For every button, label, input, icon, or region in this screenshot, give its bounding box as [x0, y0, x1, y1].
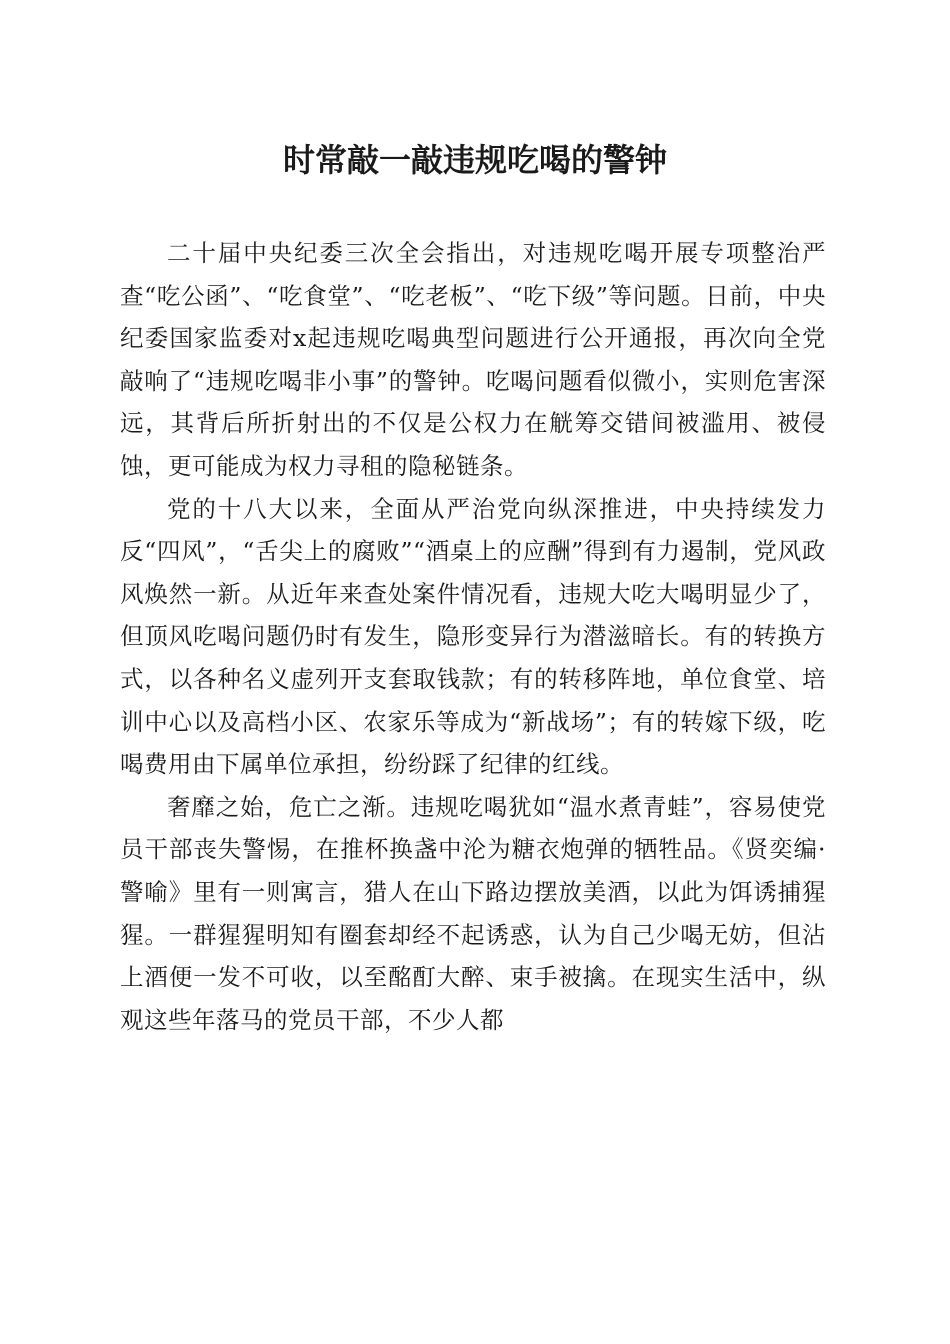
- document-title: 时常敲一敲违规吃喝的警钟: [282, 141, 667, 179]
- paragraph-1: 二十届中央纪委三次全会指出，对违规吃喝开展专项整治严查“吃公函”、“吃食堂”、“吃老板”、“吃下级”等问题。日前，中央纪委国家监委对x起违规吃喝典型问题进行公开通报，再次向全党敲响了“违规吃喝非小事”的警钟。吃喝问题看似微小，实则危害深远，其背后所折射出的不仅是公权力在觥筹交错间被滥用、被侵蚀，更可能成为权力寻租的隐秘链条。: [120, 239, 826, 480]
- paragraph-3: 奢靡之始，危亡之渐。违规吃喝犹如“温水煮青蛙”，容易使党员干部丧失警惕，在推杯换盏中沦为糖衣炮弹的牺牲品。《贤奕编·警喻》里有一则寓言，猎人在山下路边摆放美酒，以此为饵诱捕猩猩。一群猩猩明知有圈套却经不起诱惑，认为自己少喝无妨，但沾上酒便一发不可收，以至酩酊大醉、束手被擒。在现实生活中，纵观这些年落马的党员干部，不少人都: [120, 792, 826, 1034]
- paragraph-2: 党的十八大以来，全面从严治党向纵深推进，中央持续发力反“四风”，“舌尖上的腐败”“酒桌上的应酬”得到有力遏制，党风政风焕然一新。从近年来查处案件情况看，违规大吃大喝明显少了，但顶风吃喝问题仍时有发生，隐形变异行为潜滋暗长。有的转换方式，以各种名义虚列开支套取钱款；有的转移阵地，单位食堂、培训中心以及高档小区、农家乐等成为“新战场”；有的转嫁下级，吃喝费用由下属单位承担，纷纷踩了纪律的红线。: [120, 494, 826, 779]
- document-body: [120, 232, 826, 1041]
